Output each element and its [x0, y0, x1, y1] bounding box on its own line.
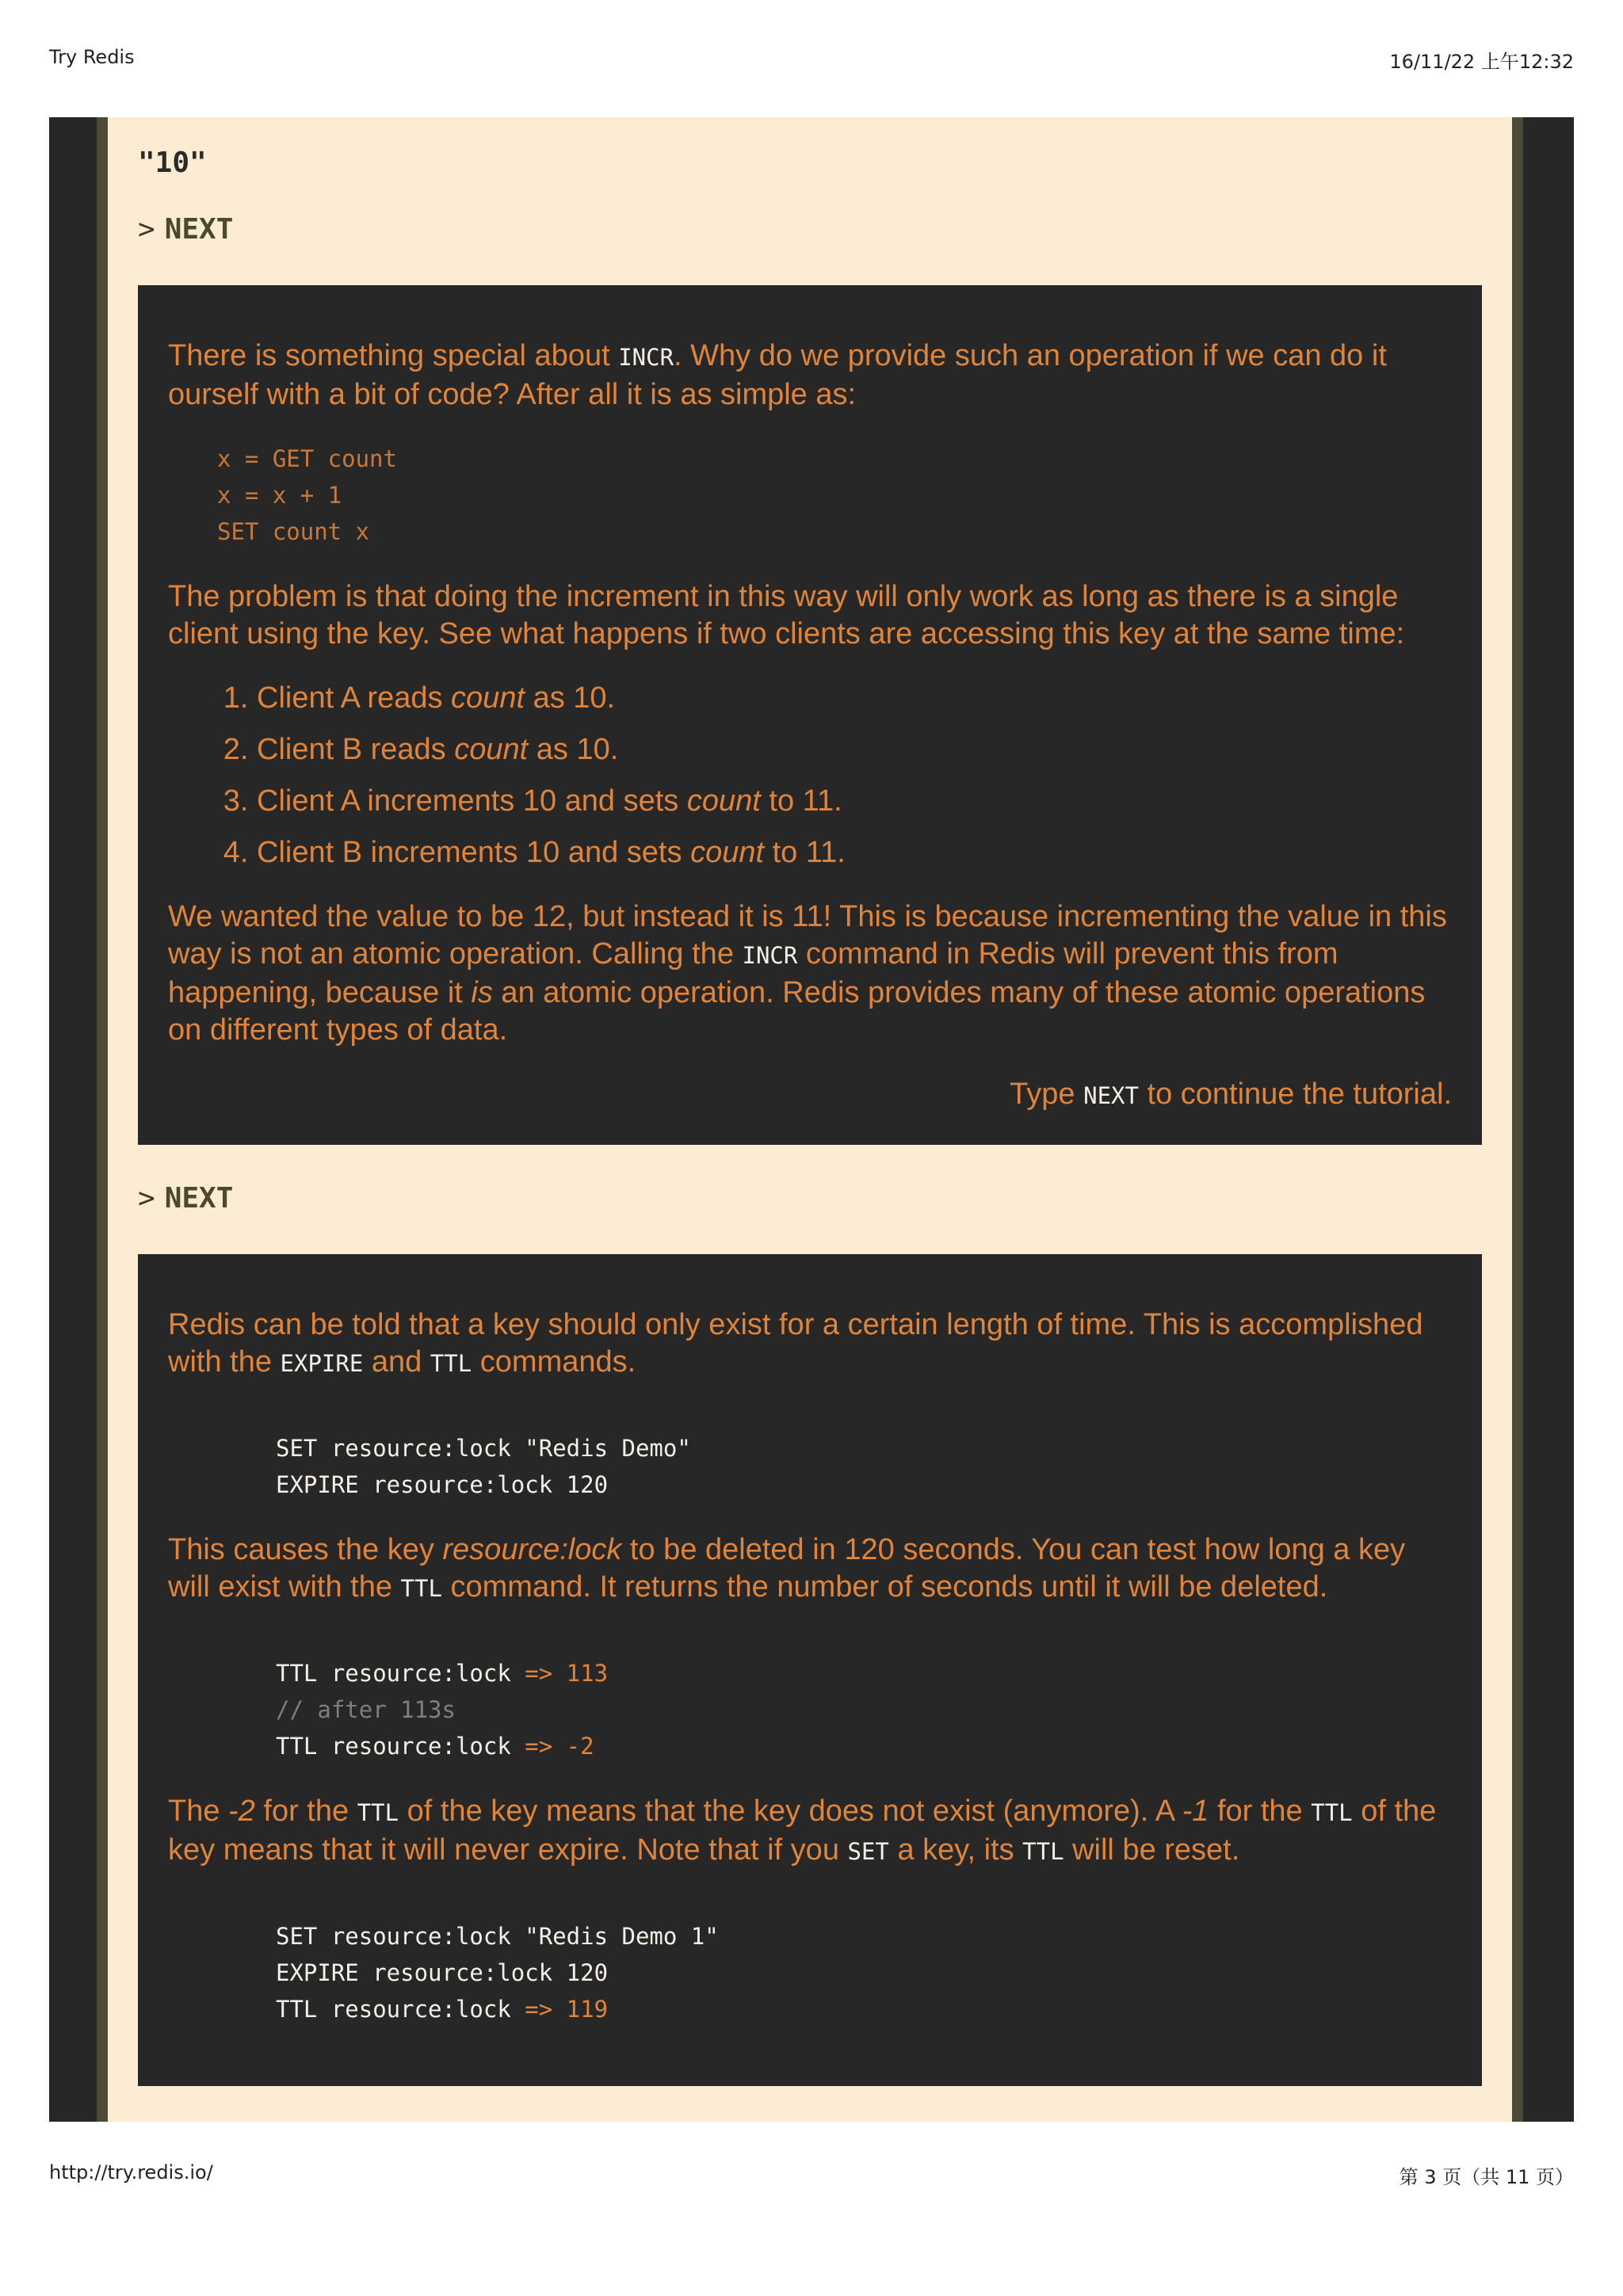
steps-list — [168, 680, 1452, 871]
code-block: SET resource:lock "Redis Demo" EXPIRE resource:lock 120 — [276, 1435, 691, 1498]
paragraph: Redis can be told that a key should only exist for a certain length of time. This is accomplished with the EXPIRE and TTL commands. — [168, 1308, 1423, 1379]
list-item: 1. Client A reads count as 10. — [257, 680, 1452, 717]
paragraph: There is something special about INCR. Why do we provide such an operation if we can do it ourself with a bit of code? After all it is as simple as: — [168, 339, 1387, 411]
prompt-line — [138, 1184, 1482, 1213]
page-frame — [49, 117, 1574, 2122]
print-page-number: 第 3 页（共 11 页） — [1399, 2166, 1574, 2188]
code-block: SET resource:lock "Redis Demo 1" EXPIRE resource:lock 120 TTL resource:lock => 119 — [276, 1923, 719, 2023]
code-block: TTL resource:lock => 113 // after 113s TTL resource:lock => -2 — [276, 1660, 609, 1760]
paragraph: We wanted the value to be 12, but instead it is 11! This is because incrementing the value in this way is not an atomic operation. Calling the INCR command in Redis will prevent this from happening, because it is an atomic operation. Redis provides many of these atomic operations on different types of data. — [168, 900, 1447, 1047]
tutorial-panel-expire — [138, 1254, 1482, 2086]
tutorial-continue-hint: Type NEXT to continue the tutorial. — [1010, 1077, 1452, 1111]
paragraph: The problem is that doing the increment in this way will only work as long as there is a single client using the key. See what happens if two clients are accessing this key at the same time: — [168, 580, 1405, 650]
list-item: 3. Client A increments 10 and sets count to 11. — [257, 783, 1452, 820]
prompt-symbol: > — [138, 213, 155, 246]
paragraph: The -2 for the TTL of the key means that the key does not exist (anymore). A -1 for the TTL of the key means that it will never expire. Note that if you SET a key, its TTL will be reset. — [168, 1794, 1437, 1867]
code-block: x = GET count x = x + 1 SET count x — [217, 445, 397, 545]
list-item: 2. Client B reads count as 10. — [257, 731, 1452, 769]
paragraph: This causes the key resource:lock to be deleted in 120 seconds. You can test how long a key will exist with the TTL command. It returns the number of seconds until it will be deleted. — [168, 1533, 1406, 1604]
console-content — [108, 117, 1512, 2086]
prompt-command: NEXT — [164, 1182, 234, 1215]
prompt-line — [138, 215, 1482, 244]
print-url: http://try.redis.io/ — [49, 2161, 213, 2183]
tutorial-panel-incr — [138, 285, 1482, 1145]
print-page-title: Try Redis — [49, 46, 135, 68]
prompt-command: NEXT — [164, 213, 234, 246]
print-header — [49, 46, 1574, 74]
prompt-symbol: > — [138, 1182, 155, 1215]
redis-console[interactable] — [97, 117, 1523, 2122]
print-datetime: 16/11/22 上午12:32 — [1389, 51, 1574, 73]
print-footer — [49, 2161, 1574, 2189]
list-item: 4. Client B increments 10 and sets count to 11. — [257, 834, 1452, 871]
inline-code: INCR — [618, 344, 674, 371]
command-result: "10" — [138, 147, 207, 179]
